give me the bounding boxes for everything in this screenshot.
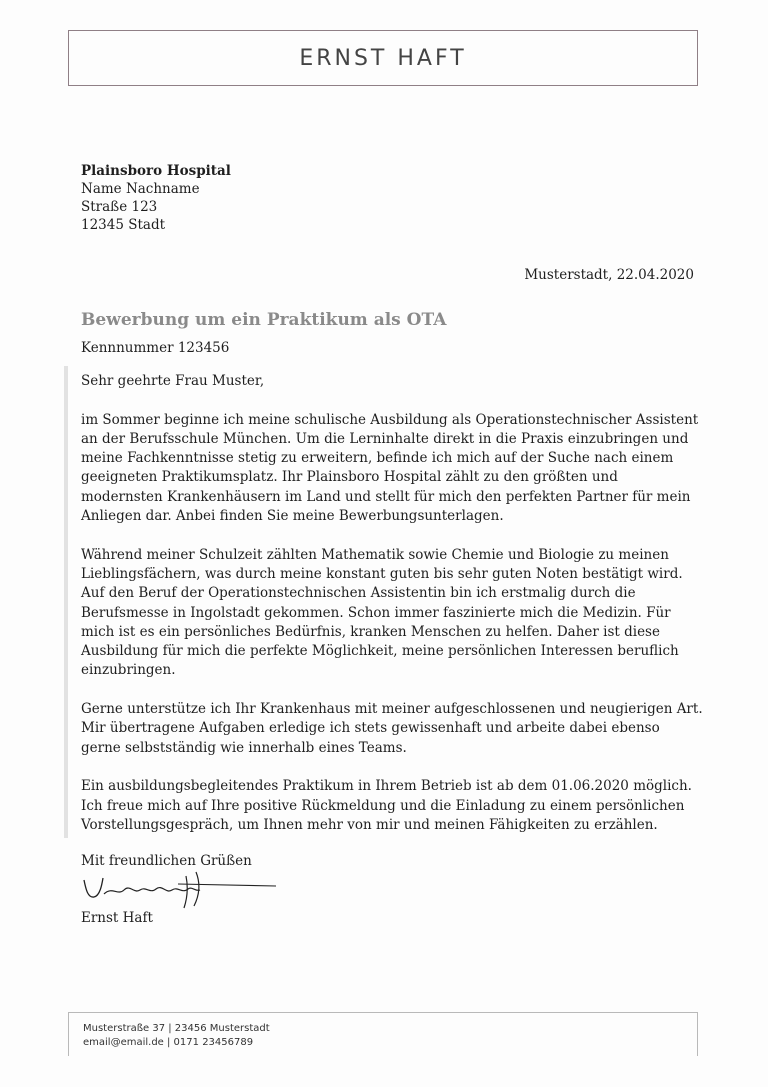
- handwritten-signature: [78, 866, 278, 914]
- reference-number: Kennnummer 123456: [81, 340, 230, 356]
- footer-contact: [68, 1012, 698, 1056]
- letter-body: [81, 372, 703, 854]
- footer-contact-line: email@email.de | 0171 23456789: [83, 1037, 254, 1048]
- letterhead-box: [68, 30, 698, 86]
- body-accent-bar: [64, 366, 68, 838]
- body-paragraph: Gerne unterstütze ich Ihr Krankenhaus mit meiner aufgeschlossenen und neugierigen Art. Mir übertragene Aufgaben erledige ich stets gewissenhaft und arbeite dabei ebenso gerne selbstständig wie innerhalb eines Teams.: [81, 701, 703, 756]
- recipient-address: [81, 162, 231, 234]
- body-paragraph: im Sommer beginne ich meine schulische Ausbildung als Operationstechnischer Assistent an der Berufsschule München. Um die Lerninhalte direkt in die Praxis einzubringen und meine Fachkenntnisse stetig zu erweitern, befinde ich mich auf der Suche nach einem geeigneten Praktikumsplatz. Ihr Plainsboro Hospital zählt zu den größten und modernsten Krankenhäusern im Land und stellt für mich den perfekten Partner für mein Anliegen dar. Anbei finden Sie meine Bewerbungsunterlagen.: [81, 411, 699, 525]
- recipient-organization: Plainsboro Hospital: [81, 163, 231, 179]
- letter-date: Musterstadt, 22.04.2020: [524, 267, 694, 283]
- sender-name: Ernst Haft: [81, 910, 153, 926]
- body-paragraph: Während meiner Schulzeit zählten Mathematik sowie Chemie und Biologie zu meinen Lieblingsfächern, was durch meine konstant guten bis sehr guten Noten bestätigt wird. Auf den Beruf der Operationstechnischen Assistentin bin ich erstmalig durch die Berufsmesse in Ingolstadt gekommen. Schon immer faszinierte mich die Medizin. Für mich ist es ein persönliches Bedürfnis, kranken Menschen zu helfen. Daher ist diese Ausbildung für mich die perfekte Möglichkeit, meine persönlichen Interessen beruflich einzubringen.: [81, 546, 683, 679]
- letter-subject: Bewerbung um ein Praktikum als OTA: [81, 310, 447, 330]
- recipient-street: Straße 123: [81, 199, 158, 215]
- recipient-name: Name Nachname: [81, 181, 200, 197]
- closing-phrase: Mit freundlichen Grüßen: [81, 853, 252, 869]
- body-paragraph: Ein ausbildungsbegleitendes Praktikum in Ihrem Betrieb ist ab dem 01.06.2020 möglich. Ich freue mich auf Ihre positive Rückmeldung und die Einladung zu einem persönlichen Vorstellungsgespräch, um Ihnen mehr von mir und meinen Fähigkeiten zu erzählen.: [81, 778, 692, 833]
- salutation: Sehr geehrte Frau Muster,: [81, 373, 265, 389]
- footer-address: Musterstraße 37 | 23456 Musterstadt: [83, 1023, 270, 1034]
- letterhead-name: ERNST HAFT: [299, 45, 467, 71]
- recipient-city: 12345 Stadt: [81, 217, 166, 233]
